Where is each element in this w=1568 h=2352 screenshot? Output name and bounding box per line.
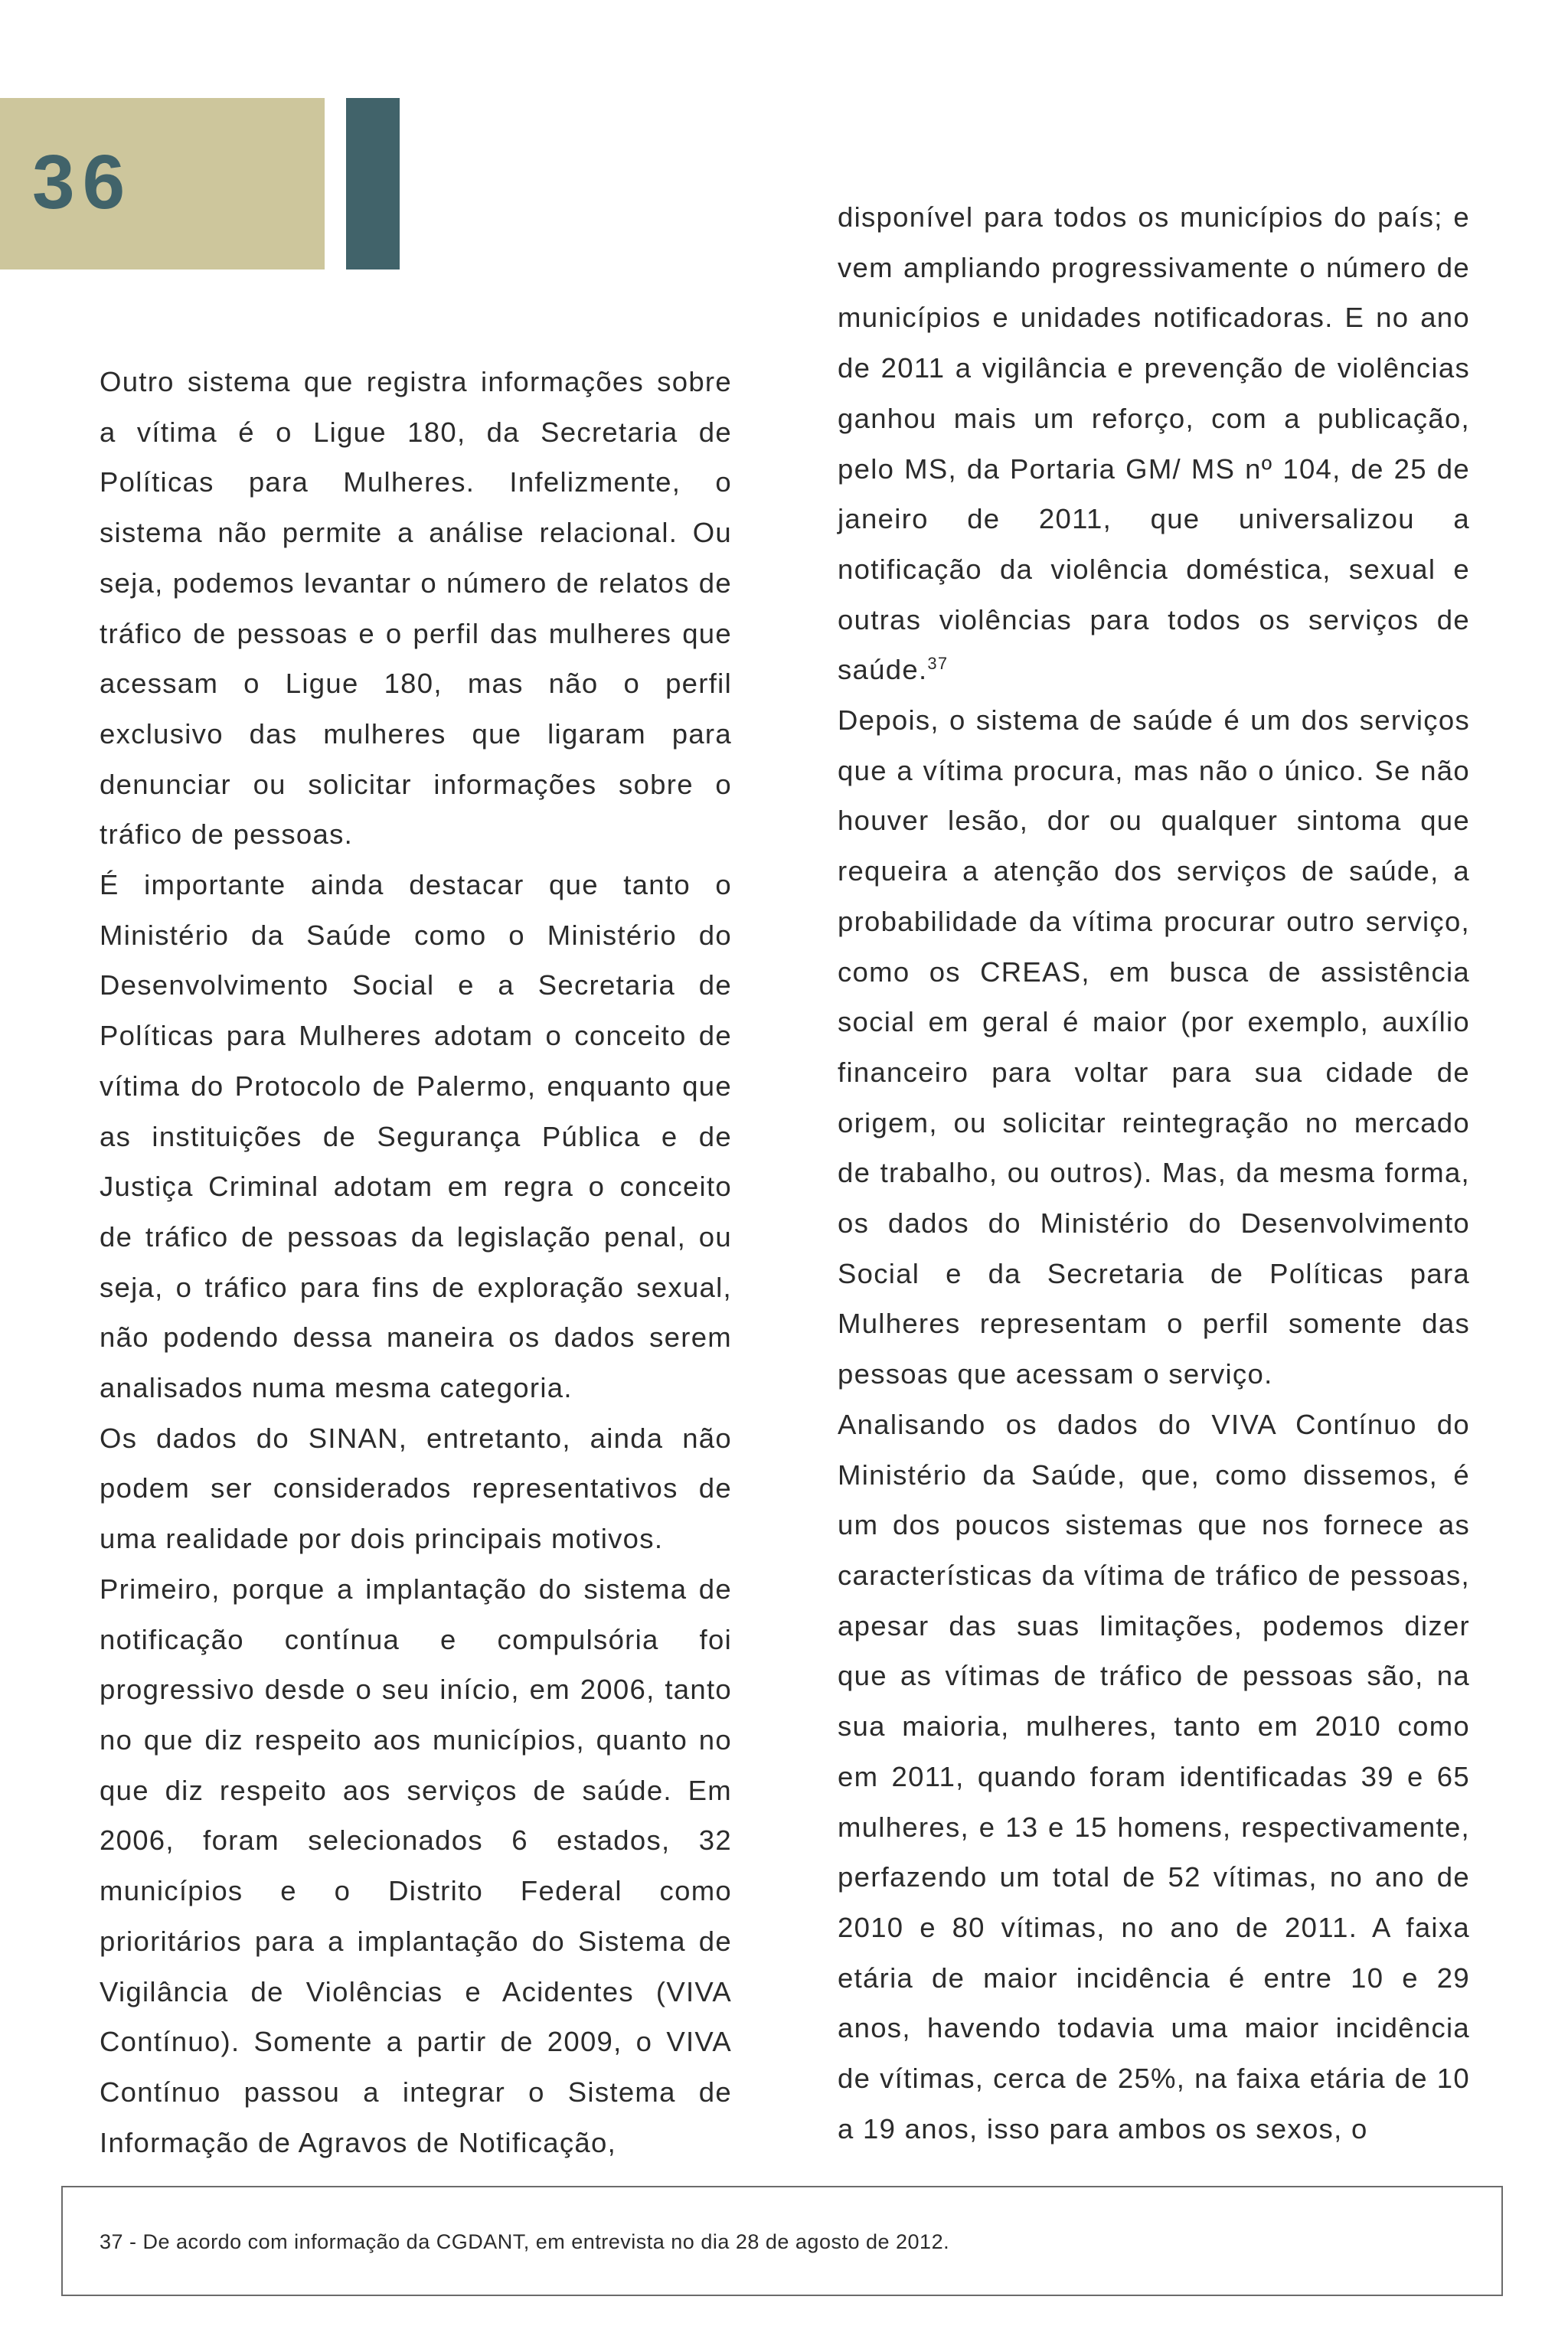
right-paragraph-1 [838, 192, 1470, 695]
footnote-text: 37 - De acordo com informação da CGDANT, em entrevista no dia 28 de agosto de 2012. [100, 2230, 950, 2253]
left-paragraph-3: Os dados do SINAN, entretanto, ainda não podem ser considerados representativos de uma realidade por dois principais motivos. [100, 1422, 732, 1555]
footnote-reference: 37 [927, 654, 949, 674]
left-column [100, 357, 732, 2167]
right-column [838, 192, 1470, 2154]
accent-bar [346, 98, 400, 270]
left-paragraph-2: É importante ainda destacar que tanto o Ministério da Saúde como o Ministério do Desenvolvimento Social e a Secretaria de Políticas para Mulheres adotam o conceito de vítima do Protocolo de Palermo, enquanto que as instituições de Segurança Pública e de Justiça Criminal adotam em regra o conceito de tráfico de pessoas da legislação penal, ou seja, o tráfico para fins de exploração sexual, não podendo dessa maneira os dados serem analisados numa mesma categoria. [100, 869, 732, 1404]
left-paragraph-4: Primeiro, porque a implantação do sistema de notificação contínua e compulsória foi progressivo desde o seu início, em 2006, tanto no que diz respeito aos municípios, quanto no que diz respeito aos serviços de saúde. Em 2006, foram selecionados 6 estados, 32 municípios e o Distrito Federal como prioritários para a implantação do Sistema de Vigilância de Violências e Acidentes (VIVA Contínuo). Somente a partir de 2009, o VIVA Contínuo passou a integrar o Sistema de Informação de Agravos de Notificação, [100, 1573, 732, 2158]
right-paragraph-2: Depois, o sistema de saúde é um dos serviços que a vítima procura, mas não o único. Se não houver lesão, dor ou qualquer sintoma que requeira a atenção dos serviços de saúde, a probabilidade da vítima procurar outro serviço, como os CREAS, em busca de assistência social em geral é maior (por exemplo, auxílio financeiro para voltar para sua cidade de origem, ou solicitar reintegração no mercado de trabalho, ou outros). Mas, da mesma forma, os dados do Ministério do Desenvolvimento Social e da Secretaria de Políticas para Mulheres representam o perfil somente das pessoas que acessam o serviço. [838, 704, 1470, 1390]
right-paragraph-1-text: disponível para todos os municípios do país; e vem ampliando progressivamente o número de municípios e unidades notificadoras. E no ano de 2011 a vigilância e prevenção de violências ganhou mais um reforço, com a publicação, pelo MS, da Portaria GM/ MS nº 104, de 25 de janeiro de 2011, que universalizou a notificação da violência doméstica, sexual e outras violências para todos os serviços de saúde. [838, 201, 1470, 686]
page-number: 36 [32, 139, 133, 225]
right-paragraph-3: Analisando os dados do VIVA Contínuo do Ministério da Saúde, que, como dissemos, é um dos poucos sistemas que nos fornece as características da vítima de tráfico de pessoas, apesar das suas limitações, podemos dizer que as vítimas de tráfico de pessoas são, na sua maioria, mulheres, tanto em 2010 como em 2011, quando foram identificadas 39 e 65 mulheres, e 13 e 15 homens, respectivamente, perfazendo um total de 52 vítimas, no ano de 2010 e 80 vítimas, no ano de 2011. A faixa etária de maior incidência é entre 10 e 29 anos, havendo todavia uma maior incidência de vítimas, cerca de 25%, na faixa etária de 10 a 19 anos, isso para ambos os sexos, o [838, 1408, 1470, 2145]
left-paragraph-1: Outro sistema que registra informações sobre a vítima é o Ligue 180, da Secretaria de Políticas para Mulheres. Infelizmente, o sistema não permite a análise relacional. Ou seja, podemos levantar o número de relatos de tráfico de pessoas e o perfil das mulheres que acessam o Ligue 180, mas não o perfil exclusivo das mulheres que ligaram para denunciar ou solicitar informações sobre o tráfico de pessoas. [100, 366, 732, 851]
